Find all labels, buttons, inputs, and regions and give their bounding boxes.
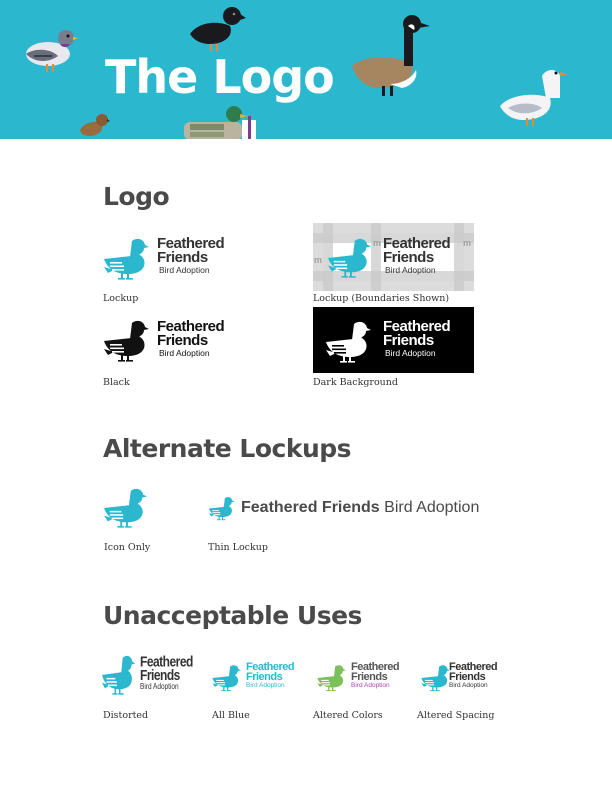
wordmark-line2: Friends <box>383 249 434 267</box>
section-title-alternate: Alternate Lockups <box>103 434 352 463</box>
wordmark-line2: Friends <box>157 332 208 350</box>
mallard-illustration <box>182 104 258 139</box>
caption-boundaries: Lockup (Boundaries Shown) <box>313 293 450 304</box>
logo-wordmark <box>383 237 450 274</box>
bird-logo-icon <box>102 319 152 363</box>
caption-icon-only: Icon Only <box>104 542 151 553</box>
altered-colors-bird-icon <box>313 664 351 692</box>
bird-logo-icon <box>325 320 373 364</box>
wordmark-line1: Feathered <box>449 661 498 673</box>
logo-wordmark-black <box>157 320 224 357</box>
bird-logo-icon-small <box>208 496 236 521</box>
wordmark-tagline: Bird Adoption <box>159 347 210 358</box>
bird-icon-only <box>102 487 150 529</box>
wordmark-tagline: Bird Adoption <box>159 264 210 275</box>
goose-illustration <box>350 14 440 98</box>
pigeon-illustration <box>22 26 80 74</box>
bird-logo-icon <box>327 237 373 279</box>
all-blue-bird-icon <box>208 664 246 692</box>
dark-background-box <box>313 307 474 373</box>
wordmark-tagline: Bird Adoption <box>385 264 436 275</box>
logo-wordmark <box>157 237 224 274</box>
distorted-wordmark <box>140 652 193 691</box>
altered-spacing-wordmark <box>449 662 497 689</box>
wordmark-line1: Feathered <box>157 235 225 252</box>
header-banner <box>0 0 612 139</box>
wordmark-tagline: Bird Adoption <box>351 681 390 689</box>
caption-all-blue: All Blue <box>212 710 250 721</box>
crow-illustration <box>188 4 246 52</box>
all-blue-wordmark <box>246 662 294 689</box>
wordmark-line2: Friends <box>449 671 486 684</box>
wordmark-tagline: Bird Adoption <box>246 681 285 689</box>
thin-lockup-wordmark <box>241 499 479 517</box>
wordmark-line1: Feathered <box>246 661 295 673</box>
wordmark-line1: Feathered <box>140 652 193 670</box>
wordmark-line2: Friends <box>351 671 388 684</box>
logo-wordmark-white <box>383 320 450 357</box>
distorted-bird-icon <box>102 654 136 696</box>
thin-lockup-name: Feathered Friends <box>241 499 380 516</box>
boundary-marker-left: m <box>314 255 323 265</box>
boundary-marker-mid: m <box>373 238 382 248</box>
altered-colors-wordmark <box>351 662 399 689</box>
wordmark-line1: Feathered <box>383 235 451 252</box>
wordmark-tagline: Bird Adoption <box>140 682 179 691</box>
caption-lockup: Lockup <box>103 293 139 304</box>
wordmark-tagline: Bird Adoption <box>449 681 488 689</box>
thin-lockup-tagline: Bird Adoption <box>384 499 480 516</box>
bird-logo-icon <box>102 237 152 281</box>
section-title-unacceptable: Unacceptable Uses <box>103 601 362 630</box>
wordmark-line2: Friends <box>383 332 434 350</box>
caption-dark-background: Dark Background <box>313 377 398 388</box>
dove-illustration <box>498 62 570 130</box>
wordmark-line2: Friends <box>246 671 283 684</box>
wordmark-tagline: Bird Adoption <box>385 347 436 358</box>
caption-altered-colors: Altered Colors <box>313 710 383 721</box>
caption-black: Black <box>103 377 130 388</box>
wordmark-line1: Feathered <box>157 318 225 335</box>
wordmark-line1: Feathered <box>351 661 400 673</box>
caption-distorted: Distorted <box>103 710 149 721</box>
section-title-logo: Logo <box>103 182 170 211</box>
boundary-box <box>313 223 474 291</box>
sparrow-illustration <box>78 112 110 138</box>
wordmark-line2: Friends <box>140 666 180 685</box>
boundary-marker-right: m <box>463 238 472 248</box>
page-title: The Logo <box>105 50 334 104</box>
wordmark-line2: Friends <box>157 249 208 267</box>
caption-altered-spacing: Altered Spacing <box>417 710 495 721</box>
caption-thin-lockup: Thin Lockup <box>208 542 268 553</box>
wordmark-line1: Feathered <box>383 318 451 335</box>
